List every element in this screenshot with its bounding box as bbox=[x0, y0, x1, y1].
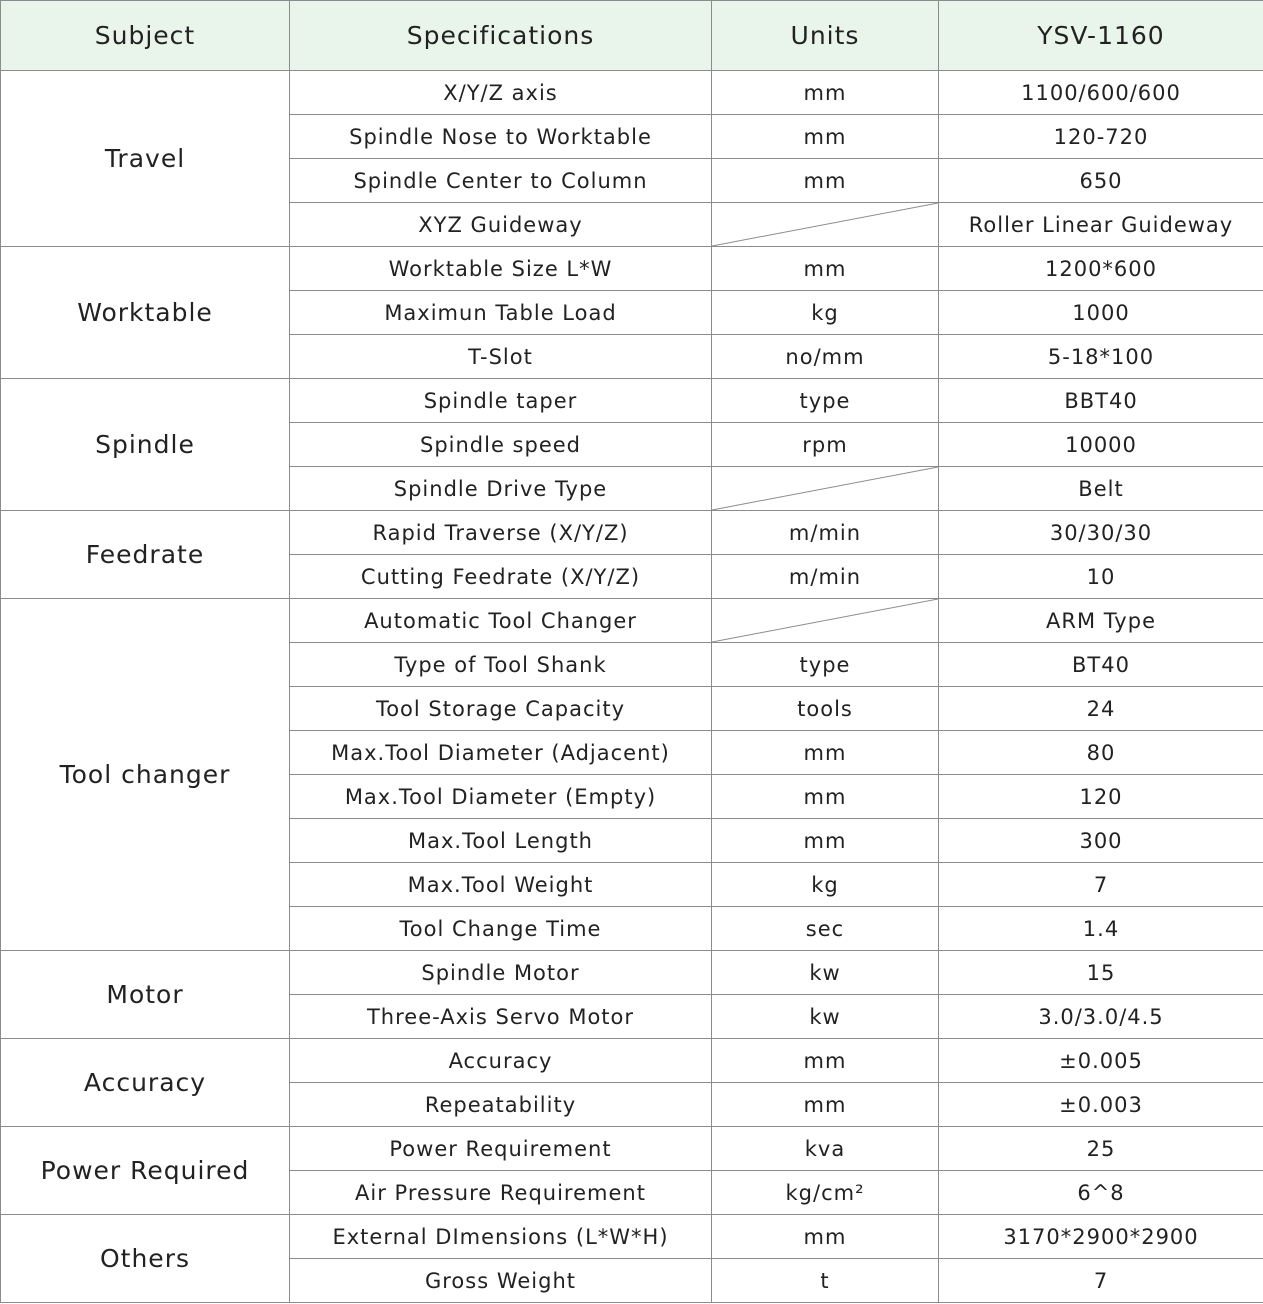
value-cell: 10000 bbox=[939, 423, 1263, 467]
specification-cell: Spindle Drive Type bbox=[290, 467, 712, 511]
specification-cell: Accuracy bbox=[290, 1039, 712, 1083]
table-header bbox=[1, 1, 1263, 71]
value-cell: 120-720 bbox=[939, 115, 1263, 159]
table-row bbox=[1, 599, 1263, 643]
subject-cell: Worktable bbox=[1, 247, 290, 379]
specification-cell: Worktable Size L*W bbox=[290, 247, 712, 291]
value-cell: Roller Linear Guideway bbox=[939, 203, 1263, 247]
unit-cell: kw bbox=[712, 995, 939, 1039]
value-cell: 3170*2900*2900 bbox=[939, 1215, 1263, 1259]
value-cell: 1100/600/600 bbox=[939, 71, 1263, 115]
unit-cell: mm bbox=[712, 1039, 939, 1083]
value-cell: ±0.003 bbox=[939, 1083, 1263, 1127]
unit-cell: mm bbox=[712, 1215, 939, 1259]
value-cell: Belt bbox=[939, 467, 1263, 511]
value-cell: 10 bbox=[939, 555, 1263, 599]
unit-cell: kg/cm² bbox=[712, 1171, 939, 1215]
header-row bbox=[1, 1, 1263, 71]
unit-cell: kg bbox=[712, 291, 939, 335]
specification-cell: X/Y/Z axis bbox=[290, 71, 712, 115]
unit-cell: sec bbox=[712, 907, 939, 951]
unit-cell-empty bbox=[712, 203, 939, 247]
specification-cell: Type of Tool Shank bbox=[290, 643, 712, 687]
subject-cell: Motor bbox=[1, 951, 290, 1039]
unit-cell: kg bbox=[712, 863, 939, 907]
specification-cell: Spindle taper bbox=[290, 379, 712, 423]
unit-cell: mm bbox=[712, 159, 939, 203]
unit-cell: t bbox=[712, 1259, 939, 1303]
specification-cell: Maximun Table Load bbox=[290, 291, 712, 335]
specification-cell: External DImensions (L*W*H) bbox=[290, 1215, 712, 1259]
diagonal-slash bbox=[712, 467, 938, 510]
value-cell: BBT40 bbox=[939, 379, 1263, 423]
table-row bbox=[1, 71, 1263, 115]
unit-cell: kw bbox=[712, 951, 939, 995]
specification-cell: Max.Tool Weight bbox=[290, 863, 712, 907]
specification-cell: Cutting Feedrate (X/Y/Z) bbox=[290, 555, 712, 599]
unit-cell: mm bbox=[712, 819, 939, 863]
value-cell: 5-18*100 bbox=[939, 335, 1263, 379]
unit-cell-empty bbox=[712, 467, 939, 511]
subject-cell: Power Required bbox=[1, 1127, 290, 1215]
specification-cell: Max.Tool Diameter (Empty) bbox=[290, 775, 712, 819]
value-cell: 650 bbox=[939, 159, 1263, 203]
value-cell: 15 bbox=[939, 951, 1263, 995]
unit-cell-empty bbox=[712, 599, 939, 643]
header-units: Units bbox=[712, 1, 939, 71]
value-cell: 1000 bbox=[939, 291, 1263, 335]
value-cell: 25 bbox=[939, 1127, 1263, 1171]
unit-cell: no/mm bbox=[712, 335, 939, 379]
specification-cell: Power Requirement bbox=[290, 1127, 712, 1171]
unit-cell: mm bbox=[712, 71, 939, 115]
subject-cell: Tool changer bbox=[1, 599, 290, 951]
header-model: YSV-1160 bbox=[939, 1, 1263, 71]
header-specifications: Specifications bbox=[290, 1, 712, 71]
specification-cell: Rapid Traverse (X/Y/Z) bbox=[290, 511, 712, 555]
value-cell: 7 bbox=[939, 1259, 1263, 1303]
unit-cell: mm bbox=[712, 731, 939, 775]
specification-cell: XYZ Guideway bbox=[290, 203, 712, 247]
table-row bbox=[1, 247, 1263, 291]
specification-cell: Gross Weight bbox=[290, 1259, 712, 1303]
specification-cell: Tool Change Time bbox=[290, 907, 712, 951]
unit-cell: mm bbox=[712, 775, 939, 819]
table-row bbox=[1, 951, 1263, 995]
value-cell: ARM Type bbox=[939, 599, 1263, 643]
specification-cell: Max.Tool Length bbox=[290, 819, 712, 863]
unit-cell: mm bbox=[712, 115, 939, 159]
value-cell: 1200*600 bbox=[939, 247, 1263, 291]
specification-cell: Spindle Center to Column bbox=[290, 159, 712, 203]
unit-cell: rpm bbox=[712, 423, 939, 467]
table-row bbox=[1, 1039, 1263, 1083]
unit-cell: kva bbox=[712, 1127, 939, 1171]
specification-cell: T-Slot bbox=[290, 335, 712, 379]
subject-cell: Others bbox=[1, 1215, 290, 1303]
specification-cell: Spindle Motor bbox=[290, 951, 712, 995]
specification-cell: Spindle speed bbox=[290, 423, 712, 467]
specification-cell: Automatic Tool Changer bbox=[290, 599, 712, 643]
specification-cell: Tool Storage Capacity bbox=[290, 687, 712, 731]
value-cell: 80 bbox=[939, 731, 1263, 775]
diagonal-slash bbox=[712, 599, 938, 642]
specification-cell: Spindle Nose to Worktable bbox=[290, 115, 712, 159]
value-cell: 6^8 bbox=[939, 1171, 1263, 1215]
unit-cell: type bbox=[712, 643, 939, 687]
value-cell: 3.0/3.0/4.5 bbox=[939, 995, 1263, 1039]
unit-cell: tools bbox=[712, 687, 939, 731]
table-row bbox=[1, 379, 1263, 423]
table-row bbox=[1, 511, 1263, 555]
value-cell: ±0.005 bbox=[939, 1039, 1263, 1083]
unit-cell: m/min bbox=[712, 511, 939, 555]
value-cell: 300 bbox=[939, 819, 1263, 863]
unit-cell: type bbox=[712, 379, 939, 423]
unit-cell: mm bbox=[712, 1083, 939, 1127]
value-cell: 30/30/30 bbox=[939, 511, 1263, 555]
unit-cell: mm bbox=[712, 247, 939, 291]
specification-cell: Max.Tool Diameter (Adjacent) bbox=[290, 731, 712, 775]
value-cell: BT40 bbox=[939, 643, 1263, 687]
subject-cell: Travel bbox=[1, 71, 290, 247]
value-cell: 7 bbox=[939, 863, 1263, 907]
value-cell: 24 bbox=[939, 687, 1263, 731]
value-cell: 120 bbox=[939, 775, 1263, 819]
table-row bbox=[1, 1127, 1263, 1171]
header-subject: Subject bbox=[1, 1, 290, 71]
specification-cell: Repeatability bbox=[290, 1083, 712, 1127]
subject-cell: Accuracy bbox=[1, 1039, 290, 1127]
value-cell: 1.4 bbox=[939, 907, 1263, 951]
specification-cell: Three-Axis Servo Motor bbox=[290, 995, 712, 1039]
table-row bbox=[1, 1215, 1263, 1259]
subject-cell: Spindle bbox=[1, 379, 290, 511]
table-body bbox=[1, 71, 1263, 1303]
diagonal-slash bbox=[712, 203, 938, 246]
subject-cell: Feedrate bbox=[1, 511, 290, 599]
unit-cell: m/min bbox=[712, 555, 939, 599]
specification-cell: Air Pressure Requirement bbox=[290, 1171, 712, 1215]
